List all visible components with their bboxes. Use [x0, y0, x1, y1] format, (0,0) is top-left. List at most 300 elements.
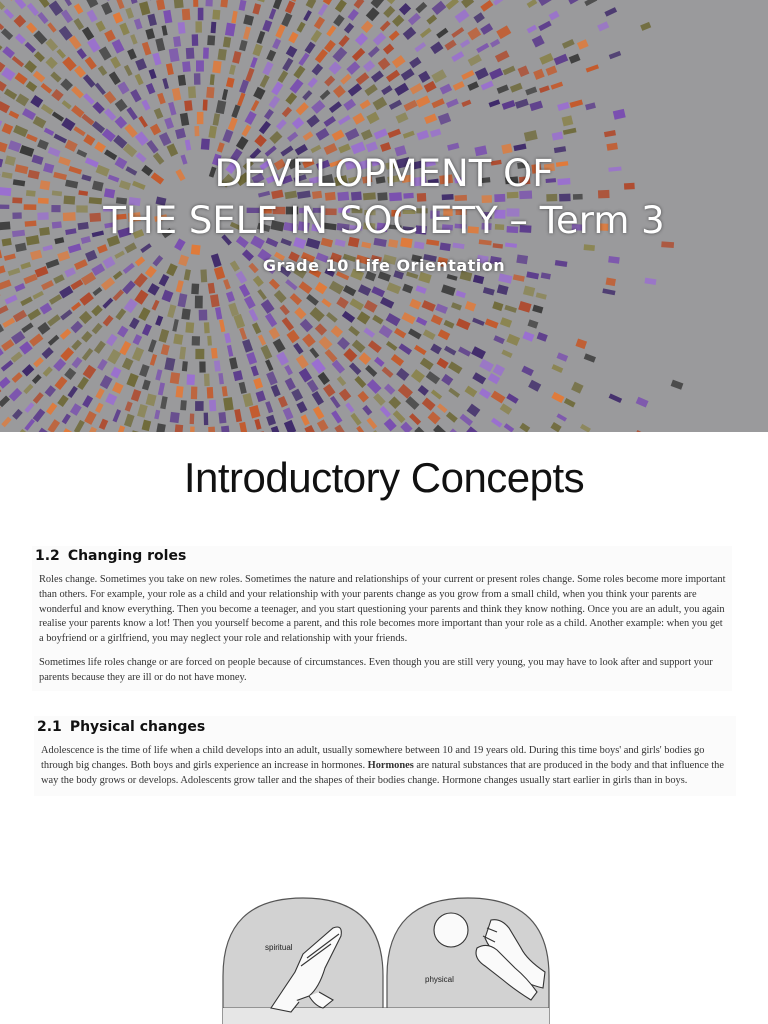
pattern-tile [366, 417, 377, 429]
pattern-tile [296, 401, 307, 413]
pattern-tile [493, 364, 505, 376]
pattern-tile [257, 289, 267, 300]
pattern-tile [62, 414, 71, 425]
pattern-tile [284, 420, 296, 432]
pattern-tile [373, 32, 386, 45]
pattern-tile [493, 0, 505, 6]
pattern-tile [135, 74, 144, 86]
pattern-tile [313, 406, 324, 419]
pattern-tile [234, 409, 242, 422]
pattern-tile [43, 366, 53, 376]
pattern-tile [597, 21, 609, 31]
pattern-tile [24, 419, 35, 431]
pattern-tile [83, 134, 95, 146]
pattern-tile [349, 298, 364, 310]
pattern-tile [37, 12, 48, 24]
pattern-tile [495, 50, 510, 62]
pattern-tile [132, 347, 144, 361]
pattern-tile [239, 80, 249, 94]
pattern-tile [149, 69, 157, 79]
pattern-tile [0, 388, 1, 398]
pattern-tile [0, 377, 11, 389]
pattern-tile [192, 34, 199, 46]
pattern-tile [571, 382, 583, 394]
pattern-tile [184, 100, 192, 111]
pattern-tile [103, 0, 115, 1]
pattern-tile [280, 304, 290, 315]
pattern-tile [306, 0, 317, 9]
pattern-tile [42, 347, 54, 359]
paragraph [41, 744, 733, 788]
pattern-tile [323, 384, 335, 397]
pattern-tile [306, 115, 319, 128]
pattern-tile [164, 117, 174, 129]
pattern-tile [139, 364, 150, 377]
pattern-tile [124, 65, 133, 76]
section-title: Changing roles [67, 548, 187, 564]
pattern-tile [401, 312, 415, 324]
pattern-tile [446, 0, 459, 10]
pattern-tile [283, 407, 294, 420]
pattern-tile [276, 351, 289, 365]
pattern-tile [147, 14, 157, 27]
pattern-tile [163, 10, 172, 24]
pattern-tile [269, 8, 277, 19]
pattern-tile [159, 329, 170, 343]
pattern-tile [160, 396, 167, 409]
pattern-tile [51, 89, 63, 101]
pattern-tile [380, 297, 394, 309]
pattern-tile [26, 81, 38, 92]
pattern-tile [551, 364, 563, 373]
pattern-tile [399, 343, 413, 355]
pattern-tile [374, 128, 388, 139]
pattern-tile [79, 311, 92, 324]
pattern-tile [33, 392, 44, 404]
pattern-tile [339, 388, 351, 401]
pattern-tile [94, 341, 106, 354]
content-slide [0, 432, 768, 1024]
pattern-tile [9, 110, 20, 119]
pattern-tile [41, 280, 54, 290]
pattern-tile [254, 134, 267, 147]
pattern-tile [538, 21, 551, 31]
pattern-tile [644, 278, 656, 285]
pattern-tile [431, 69, 446, 83]
pattern-tile [282, 317, 294, 331]
pattern-tile [380, 21, 391, 32]
pattern-tile [551, 392, 564, 403]
pattern-tile [366, 112, 379, 124]
pattern-tile [359, 352, 372, 365]
pattern-tile [568, 0, 581, 4]
pattern-tile [41, 83, 53, 94]
pattern-tile [245, 111, 257, 125]
pattern-tile [525, 87, 537, 96]
pattern-tile [182, 61, 191, 72]
pattern-tile [162, 290, 174, 303]
pattern-tile [257, 0, 266, 2]
pattern-tile [50, 71, 61, 82]
pattern-tile [300, 319, 313, 333]
pattern-tile [414, 345, 427, 355]
pattern-tile [471, 346, 486, 359]
pattern-tile [83, 93, 95, 105]
pattern-tile [60, 309, 72, 320]
pattern-tile [256, 391, 266, 403]
pattern-tile [467, 81, 479, 91]
pattern-tile [175, 128, 186, 139]
pattern-tile [315, 282, 328, 294]
pattern-tile [212, 61, 221, 74]
pattern-tile [448, 388, 460, 398]
pattern-tile [258, 334, 266, 345]
pattern-tile [302, 334, 316, 348]
pattern-tile [212, 10, 220, 20]
pattern-tile [384, 418, 397, 431]
pattern-tile [492, 301, 503, 311]
pattern-tile [352, 113, 365, 125]
pattern-tile [4, 8, 14, 19]
pattern-tile [391, 354, 404, 366]
pattern-tile [430, 344, 442, 355]
pattern-tile [99, 46, 112, 60]
pattern-tile [403, 100, 417, 111]
pattern-tile [311, 358, 326, 373]
pattern-tile [444, 320, 455, 329]
pattern-tile [418, 71, 430, 83]
pattern-tile [242, 339, 253, 353]
pattern-tile [441, 284, 456, 296]
pattern-tile [244, 296, 256, 309]
pattern-tile [174, 424, 183, 432]
pattern-tile [532, 35, 545, 47]
pattern-tile [122, 358, 134, 371]
pattern-tile [575, 338, 587, 349]
pattern-tile [142, 379, 151, 390]
pattern-tile [102, 298, 113, 309]
pattern-tile [269, 96, 281, 109]
pattern-tile [416, 317, 427, 326]
pattern-tile [161, 344, 170, 355]
pattern-tile [222, 89, 228, 100]
pattern-tile [33, 409, 46, 423]
pattern-tile [604, 7, 617, 17]
pattern-tile [502, 100, 516, 110]
pattern-tile [546, 66, 558, 76]
pattern-tile [373, 97, 388, 111]
pattern-tile [480, 23, 493, 35]
pattern-tile [170, 412, 180, 423]
pattern-tile [0, 279, 12, 289]
section-number: 2.1 [37, 719, 62, 735]
pattern-tile [332, 129, 345, 141]
pattern-tile [115, 116, 128, 129]
pattern-tile [428, 411, 441, 424]
pattern-tile [269, 279, 280, 290]
pattern-tile [60, 329, 71, 340]
pattern-tile [45, 385, 56, 397]
pattern-tile [180, 400, 187, 410]
pattern-tile [475, 67, 489, 80]
pattern-tile [297, 22, 306, 33]
pattern-tile [580, 424, 591, 432]
pattern-tile [61, 118, 75, 132]
pattern-tile [286, 46, 298, 58]
pattern-tile [69, 35, 82, 49]
pattern-tile [465, 386, 478, 398]
pattern-tile [27, 309, 41, 321]
pattern-tile [266, 415, 276, 426]
pattern-tile [354, 376, 366, 388]
diagram-label-physical: physical [425, 975, 454, 984]
pattern-tile [207, 387, 214, 398]
pattern-tile [26, 22, 37, 33]
pattern-tile [352, 48, 365, 61]
pattern-tile [29, 333, 43, 346]
pattern-tile [326, 25, 336, 36]
pattern-tile [22, 108, 36, 120]
pattern-tile [563, 128, 577, 135]
pattern-tile [345, 402, 354, 412]
pattern-tile [584, 0, 597, 6]
pattern-tile [253, 378, 263, 389]
pattern-tile [551, 82, 563, 90]
pattern-tile [109, 71, 121, 85]
pattern-tile [161, 25, 167, 35]
pattern-tile [206, 87, 214, 98]
pattern-tile [64, 368, 76, 380]
pattern-tile [115, 99, 128, 112]
pattern-tile [126, 373, 138, 387]
pattern-tile [211, 348, 218, 359]
pattern-tile [324, 75, 335, 86]
pattern-tile [304, 425, 316, 432]
pattern-tile [251, 100, 260, 111]
pattern-tile [2, 46, 15, 58]
pattern-tile [458, 347, 471, 357]
pattern-tile [48, 335, 60, 346]
pattern-tile [345, 128, 360, 141]
pattern-tile [210, 294, 220, 307]
pattern-tile [451, 51, 464, 62]
pattern-tile [15, 72, 28, 84]
pattern-tile [159, 274, 170, 286]
pattern-tile [1, 417, 11, 428]
pattern-tile [343, 99, 356, 111]
pattern-tile [96, 21, 106, 32]
pattern-tile [138, 116, 148, 128]
pattern-tile [182, 9, 191, 21]
pattern-tile [73, 18, 84, 30]
pattern-tile [282, 58, 293, 72]
pattern-tile [213, 113, 221, 126]
pattern-tile [205, 0, 212, 6]
pattern-tile [134, 273, 148, 288]
pattern-tile [585, 102, 596, 110]
pattern-tile [367, 379, 382, 394]
pattern-tile [62, 57, 76, 72]
pattern-tile [282, 107, 292, 118]
pattern-tile [195, 296, 203, 309]
pattern-tile [271, 82, 283, 96]
pattern-tile [467, 27, 481, 40]
pattern-tile [142, 420, 152, 431]
pattern-tile [577, 39, 589, 50]
pattern-tile [373, 393, 385, 406]
pattern-tile [173, 334, 183, 345]
pattern-tile [276, 119, 287, 130]
pattern-tile [159, 132, 172, 146]
pattern-tile [338, 115, 351, 125]
pattern-tile [320, 90, 331, 100]
pattern-tile [343, 285, 356, 296]
pattern-tile [203, 48, 209, 59]
pattern-tile [328, 61, 341, 74]
pattern-tile [273, 0, 283, 9]
pattern-tile [23, 384, 33, 394]
pattern-tile [245, 68, 254, 82]
pattern-tile [0, 324, 4, 335]
pattern-tile [32, 374, 42, 384]
pattern-tile [418, 385, 429, 396]
pattern-tile [335, 0, 347, 13]
pattern-tile [152, 53, 161, 66]
pattern-tile [465, 301, 476, 311]
pattern-tile [529, 101, 543, 112]
pattern-tile [315, 49, 328, 63]
pattern-tile [113, 289, 124, 301]
pattern-tile [239, 382, 247, 394]
pattern-tile [290, 293, 302, 305]
pattern-tile [87, 38, 101, 53]
paragraph: Sometimes life roles change or are forced on people because of circumstances. Even though you are still very young, you may have to look after and support your parents because they are ill or do not have money. [39, 657, 713, 683]
pattern-tile [62, 100, 72, 109]
pattern-tile [218, 412, 226, 423]
pattern-tile [409, 413, 421, 425]
pattern-tile [1, 67, 15, 81]
pattern-tile [33, 116, 47, 128]
pattern-tile [70, 403, 82, 416]
pattern-tile [33, 71, 45, 83]
pattern-tile [81, 114, 94, 126]
pattern-tile [199, 361, 205, 372]
pattern-tile [290, 79, 304, 94]
pattern-tile [85, 57, 97, 70]
pattern-tile [0, 395, 10, 407]
pattern-tile [115, 308, 126, 320]
pattern-tile [192, 336, 200, 345]
pattern-tile [229, 357, 238, 369]
pattern-tile [476, 43, 489, 53]
pattern-tile [87, 10, 98, 23]
pattern-tile [148, 283, 160, 295]
pattern-tile [527, 25, 538, 34]
pattern-tile [444, 346, 456, 356]
pattern-tile [231, 105, 240, 119]
pattern-tile [536, 292, 547, 299]
pattern-tile [317, 419, 329, 431]
pattern-tile [368, 340, 382, 353]
pattern-tile [265, 313, 277, 327]
pattern-tile [166, 63, 174, 75]
pattern-tile [104, 91, 116, 104]
pattern-tile [331, 410, 342, 423]
pattern-tile [101, 277, 115, 290]
pattern-tile [225, 23, 236, 37]
pattern-tile [420, 358, 434, 370]
pattern-tile [134, 18, 143, 29]
pattern-tile [154, 410, 160, 420]
pattern-tile [333, 14, 345, 26]
pattern-tile [259, 121, 271, 134]
pattern-tile [430, 128, 441, 137]
pattern-tile [148, 339, 157, 352]
pattern-tile [81, 331, 92, 342]
pattern-tile [489, 68, 503, 80]
pattern-tile [262, 61, 273, 75]
pattern-tile [371, 286, 385, 297]
pattern-tile [119, 23, 129, 36]
pattern-tile [150, 354, 157, 366]
pattern-tile [12, 56, 24, 67]
pattern-tile [119, 341, 131, 355]
pattern-tile [223, 279, 231, 290]
textbook-excerpt-physical-changes [34, 716, 736, 796]
pattern-tile [211, 22, 217, 34]
pattern-tile [40, 303, 53, 315]
text-segment: Adolescence is the time of life when a child develops into an adult, usually somewhere between 10 and 19 years old. During this time boys' and girls' bodies go through big changes. Both boys and girls experience an increase in hormones. [41, 745, 705, 771]
pattern-tile [539, 53, 553, 65]
pattern-tile [131, 389, 141, 402]
pattern-tile [181, 308, 190, 319]
pattern-tile [337, 337, 350, 350]
pattern-tile [331, 325, 343, 337]
pattern-tile [299, 368, 312, 382]
pattern-tile [116, 0, 125, 9]
pattern-tile [500, 317, 512, 327]
pattern-tile [461, 70, 474, 80]
pattern-tile [307, 77, 317, 88]
pattern-tile [329, 101, 342, 113]
pattern-tile [444, 40, 456, 51]
pattern-tile [266, 371, 278, 385]
pattern-tile [284, 365, 293, 375]
pattern-tile [271, 384, 281, 396]
pattern-tile [346, 61, 360, 75]
pattern-tile [557, 352, 569, 361]
pattern-tile [126, 107, 137, 120]
pattern-tile [556, 413, 566, 421]
pattern-tile [110, 367, 121, 379]
pattern-tile [518, 301, 531, 313]
pattern-tile [86, 0, 99, 8]
pattern-tile [453, 81, 465, 91]
pattern-tile [237, 93, 245, 107]
pattern-tile [92, 323, 103, 334]
pattern-tile [217, 49, 226, 61]
pattern-tile [195, 21, 201, 32]
pattern-tile [636, 397, 649, 408]
pattern-tile [101, 2, 112, 15]
pattern-tile [83, 365, 97, 379]
pattern-tile [229, 65, 236, 75]
pattern-tile [392, 15, 404, 27]
pattern-tile [366, 7, 380, 21]
pattern-tile [586, 64, 599, 72]
pattern-tile [70, 321, 82, 333]
pattern-tile [446, 99, 459, 108]
